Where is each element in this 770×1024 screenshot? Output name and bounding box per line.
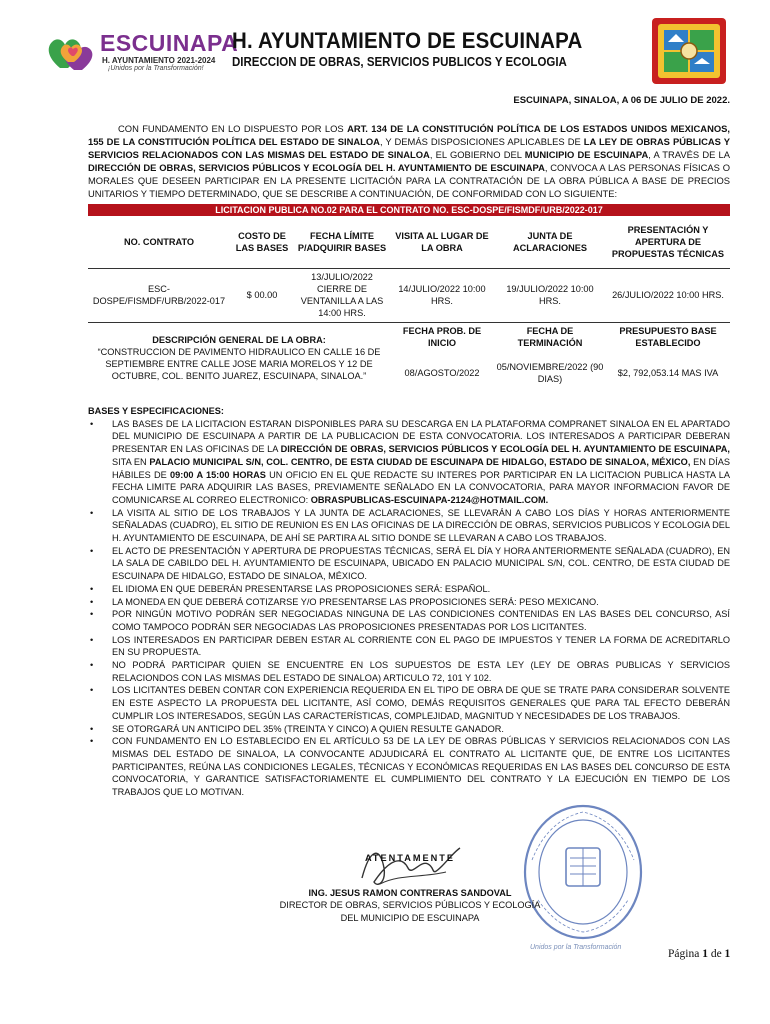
dateline: ESCUINAPA, SINALOA, A 06 DE JULIO DE 2022. bbox=[513, 95, 730, 106]
col-header-site-visit: VISITA AL LUGAR DE LA OBRA bbox=[395, 230, 489, 253]
logo-brand-text: ESCUINAPA bbox=[100, 30, 239, 56]
list-item: • LOS INTERESADOS EN PARTICIPAR DEBEN ESTAR AL CORRIENTE CON EL PAGO DE IMPUESTOS Y TENER LA FORMA DE ACREDITARLO EN SU PROPUESTA. bbox=[88, 634, 730, 659]
cell-budget: $2, 792,053.14 MAS IVA bbox=[617, 368, 719, 378]
tender-band: LICITACION PUBLICA NO.02 PARA EL CONTRATO NO. ESC-DOSPE/FISMDF/URB/2022-017 bbox=[88, 204, 730, 216]
col-header-deadline: FECHA LÍMITE P/ADQUIRIR BASES bbox=[297, 230, 387, 253]
bases-list bbox=[88, 418, 730, 799]
table-row bbox=[88, 268, 730, 322]
list-item: • EL ACTO DE PRESENTACIÓN Y APERTURA DE PROPUESTAS TÉCNICAS, SERÁ EL DÍA Y HORA ANTERIORMENTE SEÑALADA (CUADRO), EN LA SALA DE CABILDO DEL H. AYUNTAMIENTO DE ESCUINAPA, UBICADO EN PALACIO MUNICIPAL S/N, COL. CENTRO, DE ESTA CIUDAD DE ESCUINAPA DE HIDALGO, ESTADO DE SINALOA, MÉXICO. bbox=[88, 545, 730, 583]
list-item: • LAS BASES DE LA LICITACION ESTARAN DISPONIBLES PARA SU DESCARGA EN LA PLATAFORMA COMPRANET SINALOA EN EL APARTADO DEL MUNICIPIO DE ESCUINAPA A PARTIR DE LA PUBLICACION DE ESTA CONVOCATORIA. LOS INTERESADOS A PARTICIPAR DEBERAN PRESENTAR EN LAS OFICINAS DE LA DIRECCIÓN DE OBRAS, SERVICIOS PÚBLICOS Y ECOLOGÍA DEL H. AYUNTAMIENTO DE ESCUINAPA, SITA EN PALACIO MUNICIPAL S/N, COL. CENTRO, DE ESTA CIUDAD DE ESCUINAPA DE HIDALGO, ESTADO DE SINALOA, MÉXICO, EN DÍAS HÁBILES DE 09:00 A 15:00 HORAS UN OFICIO EN EL QUE REDACTE SU INTERES POR PARTICIPAR EN LA LICITACION PUBLICA HASTA LA FECHA LIMITE PARA ADQUIRIR LAS BASES, PREVIAMENTE SEÑALADO EN LA CONVOCATORIA, PARA MAYOR INFORMACION FAVOR DE COMUNICARSE AL CORREO ELECTRONICO: OBRASPUBLICAS-ESCUINAPA-2124@HOTMAIL.COM. bbox=[88, 418, 730, 507]
bases-heading: BASES Y ESPECIFICACIONES: bbox=[88, 406, 224, 416]
logo-slogan: ¡Unidos por la Transformación! bbox=[108, 65, 204, 72]
municipal-crest-icon bbox=[648, 12, 730, 88]
page-title: H. AYUNTAMIENTO DE ESCUINAPA bbox=[232, 28, 583, 53]
cell-opening: 26/JULIO/2022 10:00 HRS. bbox=[606, 268, 730, 322]
intro-paragraph: CON FUNDAMENTO EN LO DISPUESTO POR LOS ART. 134 DE LA CONSTITUCIÓN POLÍTICA DE LOS ESTADOS UNIDOS MEXICANOS, 155 DE LA CONSTITUCIÓN POLÍTICA DEL ESTADO DE SINALOA, Y DEMÁS DISPOSICIONES APLICABLES DE LA LEY DE OBRAS PÚBLICAS Y SERVICIOS RELACIONADOS CON LAS MISMAS DEL ESTADO DE SINALOA, EL GOBIERNO DEL MUNICIPIO DE ESCUINAPA, A TRAVÉS DE LA DIRECCIÓN DE OBRAS, SERVICIOS PÚBLICOS Y ECOLOGÍA DEL H. AYUNTAMIENTO DE ESCUINAPA, CONVOCA A LAS PERSONAS FÍSICAS O MORALES QUE DESEEN PARTICIPAR EN LA PRESENTE LICITACIÓN PARA LA CONTRATACIÓN DE LA OBRA PÚBLICA A BASE DE PRECIOS UNITARIOS Y TIEMPO DETERMINADO, QUE SE DESCRIBE A CONTINUACIÓN, DE CONFORMIDAD CON LO SIGUIENTE: bbox=[88, 123, 731, 199]
list-item: • LOS LICITANTES DEBEN CONTAR CON EXPERIENCIA REQUERIDA EN EL TIPO DE OBRA DE QUE SE TRATE PARA CONSIDERAR SOLVENTE EN ESTE ASPECTO LA PROPUESTA DEL LICITANTE, ASÍ COMO, DEMÁS REQUISITOS GENERALES QUE PARA TAL EFECTO DEBERÁN CUMPLIR LOS INTERESADOS, SEGÚN LAS CARACTERÍSTICAS, COMPLEJIDAD, MAGNITUD Y NECESIDADES DE LOS TRABAJOS. bbox=[88, 684, 730, 722]
description-text: “CONSTRUCCION DE PAVIMENTO HIDRAULICO EN CALLE 16 DE SEPTIEMBRE ENTRE CALLE JOSE MARIA MORELOS Y 12 DE OCTUBRE, COL. BENITO JUAREZ, ESCUINAPA, SINALOA.” bbox=[97, 347, 381, 382]
col-header-clarification: JUNTA DE ACLARACIONES bbox=[512, 230, 587, 253]
list-item: • SE OTORGARÁ UN ANTICIPO DEL 35% (TREINTA Y CINCO) A QUIEN RESULTE GANADOR. bbox=[88, 723, 730, 736]
stamp-caption: Unidos por la Transformación bbox=[530, 944, 622, 951]
bases-section bbox=[88, 405, 730, 799]
cell-description bbox=[88, 322, 390, 394]
tender-table bbox=[88, 204, 730, 394]
col-header-budget: PRESUPUESTO BASE ESTABLECIDO bbox=[606, 322, 730, 352]
signer-name: ING. JESUS RAMON CONTRERAS SANDOVAL bbox=[308, 887, 512, 898]
signer-role: DIRECTOR DE OBRAS, SERVICIOS PÚBLICOS Y ECOLOGÍA bbox=[279, 900, 541, 910]
table-row bbox=[88, 322, 730, 352]
cell-clarification: 19/JULIO/2022 10:00 HRS. bbox=[494, 268, 606, 322]
cell-start-date: 08/AGOSTO/2022 bbox=[404, 368, 480, 378]
col-header-opening: PRESENTACIÓN Y APERTURA DE PROPUESTAS TÉCNICAS bbox=[611, 224, 725, 259]
list-item: • LA VISITA AL SITIO DE LOS TRABAJOS Y LA JUNTA DE ACLARACIONES, SE LLEVARÁN A CABO LOS DÍAS Y HORAS ANTERIORMENTE SEÑALADAS (CUADRO), EL SITIO DE REUNION ES EN LAS OFICINAS DE LA DIRECCIÓN DE OBRAS, SERVICIOS PUBLICOS Y ECOLOGIA DEL H. AYUNTAMIENTO DE ESCUINAPA, DE AHÍ SE PARTIRA AL SITIO DONDE SE LLEVARAN A CABO LOS TRABAJOS. bbox=[88, 507, 730, 545]
cell-site-visit: 14/JULIO/2022 10:00 HRS. bbox=[390, 268, 494, 322]
table-header-row bbox=[88, 216, 730, 268]
col-header-cost: COSTO DE LAS BASES bbox=[235, 230, 289, 253]
col-header-end-date: FECHA DE TERMINACIÓN bbox=[494, 322, 606, 352]
cell-end-date: 05/NOVIEMBRE/2022 (90 DIAS) bbox=[496, 362, 604, 384]
col-header-start-date: FECHA PROB. DE INICIO bbox=[390, 322, 494, 352]
logo-subtitle: H. AYUNTAMIENTO 2021-2024 bbox=[102, 56, 216, 65]
page-number: Página 1 de 1 bbox=[668, 948, 731, 960]
signer-org: DEL MUNICIPIO DE ESCUINAPA bbox=[340, 912, 480, 923]
cell-contract: ESC-DOSPE/FISMDF/URB/2022-017 bbox=[88, 268, 230, 322]
cell-cost: $ 00.00 bbox=[230, 268, 294, 322]
description-heading: DESCRIPCIÓN GENERAL DE LA OBRA: bbox=[152, 335, 326, 346]
signature-block bbox=[260, 852, 560, 924]
col-header-contract: NO. CONTRATO bbox=[123, 236, 195, 247]
closing-greeting: ATENTAMENTE bbox=[364, 853, 456, 863]
list-item: • CON FUNDAMENTO EN LO ESTABLECIDO EN EL ARTÍCULO 53 DE LA LEY DE OBRAS PÚBLICAS Y SERVICIOS RELACIONADOS CON LAS MISMAS DEL ESTADO DE SINALOA, LA CONVOCANTE ADJUDICARÁ EL CONTRATO AL LICITANTE QUE, DE ENTRE LOS LICITANTES PARTICIPANTES, REÚNA LAS CONDICIONES LEGALES, TÉCNICAS Y ECONÓMICAS REQUERIDAS EN LAS BASES DEL CONCURSO DE ESTA CONVOCATORIA, Y GARANTICE SATISFACTORIAMENTE EL CUMPLIMIENTO DEL CONTRATO Y LA EJECUCIÓN EN TIEMPO DE LOS TRABAJOS QUE LO MOTIVAN. bbox=[88, 735, 730, 799]
cell-deadline: 13/JULIO/2022 CIERRE DE VENTANILLA A LAS 14:00 HRS. bbox=[294, 268, 390, 322]
hearts-logo-icon bbox=[46, 32, 98, 74]
list-item: • NO PODRÁ PARTICIPAR QUIEN SE ENCUENTRE EN LOS SUPUESTOS DE ESTA LEY (LEY DE OBRAS PUBLICAS Y SERVICIOS RELACIONDOS CON LAS MISMAS DEL ESTADO DE SINALOA) ARTICULO 72, 101 Y 102. bbox=[88, 659, 730, 684]
list-item: • EL IDIOMA EN QUE DEBERÁN PRESENTARSE LAS PROPOSICIONES SERÁ: ESPAÑOL. bbox=[88, 583, 730, 596]
page-subtitle: DIRECCION DE OBRAS, SERVICIOS PUBLICOS Y ECOLOGIA bbox=[232, 55, 567, 69]
escuinapa-logo bbox=[46, 30, 239, 76]
list-item: • POR NINGÚN MOTIVO PODRÁN SER NEGOCIADAS NINGUNA DE LAS CONDICIONES CONTENIDAS EN LAS BASES DEL CONCURSO, ASÍ COMO TAMPOCO PODRÁN SER NEGOCIADAS LAS PROPOSICIONES PRESENTADAS POR LOS LICITANTES. bbox=[88, 608, 730, 633]
list-item: • LA MONEDA EN QUE DEBERÁ COTIZARSE Y/O PRESENTARSE LAS PROPOSICIONES SERÁ: PESO MEXICANO. bbox=[88, 596, 730, 609]
